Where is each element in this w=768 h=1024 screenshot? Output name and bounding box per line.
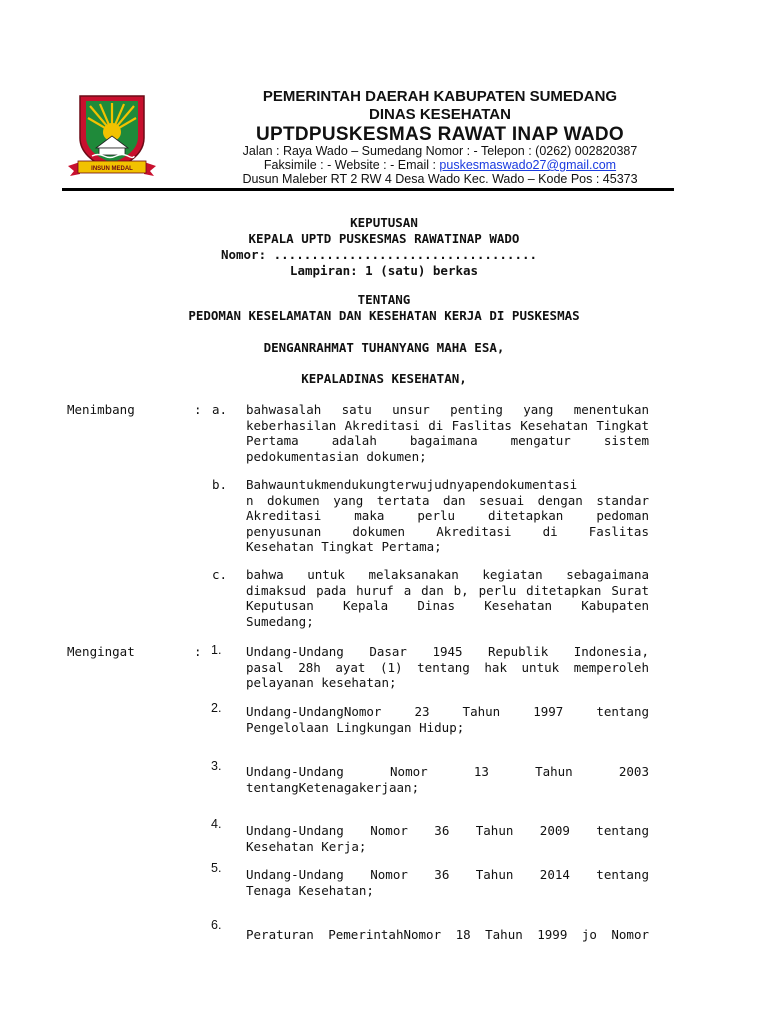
- decree-number: Nomor: ...................................: [220, 247, 538, 262]
- list-item-mengingat-1: [246, 644, 649, 691]
- text-line: penyusunan dokumen Akreditasi di Faslitas: [246, 523, 649, 539]
- text-line: Undang-Undang Nomor 13 Tahun 2003: [246, 764, 649, 779]
- list-item-mengingat-5: [246, 867, 649, 898]
- text-line: pelayanan kesehatan;: [246, 675, 397, 690]
- text-line: Tenaga Kesehatan;: [246, 882, 374, 898]
- letterhead-agency: DINAS KESEHATAN: [369, 106, 511, 123]
- decree-issuer: KEPALA UPTD PUSKESMAS RAWATINAP WADO: [248, 231, 520, 246]
- text-line: pasal 28h ayat (1) tentang hak untuk memperoleh: [246, 659, 649, 675]
- text-line: Undang-Undang Dasar 1945 Republik Indonesia,: [246, 644, 649, 659]
- section-label-menimbang: Menimbang: [67, 402, 135, 417]
- text-line: Kesehatan Kerja;: [246, 838, 367, 854]
- text-line: Bahwauntukmendukungterwujudnyapendokumentasi: [246, 477, 578, 492]
- text-line: Undang-Undang Nomor 36 Tahun 2009 tentang: [246, 823, 649, 838]
- text-line: n dokumen yang tertata dan sesuai dengan standar: [246, 492, 649, 508]
- item-number: 1.: [211, 643, 222, 657]
- text-line: dimaksud pada huruf a dan b, perlu ditetapkan Surat: [246, 582, 649, 598]
- item-number: 5.: [211, 861, 222, 875]
- section-label-mengingat: Mengingat: [67, 644, 135, 659]
- text-line: Pertama adalah bagaimana mengatur sistem: [246, 433, 649, 448]
- list-item-mengingat-6: [246, 927, 649, 943]
- letterhead-contact: [160, 158, 720, 172]
- decree-about: TENTANG: [357, 292, 411, 307]
- item-number: 6.: [211, 918, 222, 932]
- email-link[interactable]: puskesmaswado27@gmail.com: [439, 158, 617, 172]
- section-colon: :: [194, 402, 202, 417]
- decree-attachment: Lampiran: 1 (satu) berkas: [289, 263, 479, 278]
- decree-subject: PEDOMAN KESELAMATAN DAN KESEHATAN KERJA DI PUSKESMAS: [188, 308, 580, 323]
- text-line: Sumedang;: [246, 613, 314, 629]
- list-item-menimbang-b: [246, 477, 649, 555]
- list-item-mengingat-2: [246, 704, 649, 735]
- item-number: 3.: [211, 759, 222, 773]
- decree-blessing: DENGANRAHMAT TUHANYANG MAHA ESA,: [263, 340, 505, 355]
- decree-title: KEPUTUSAN: [350, 215, 418, 230]
- list-item-mengingat-3: [246, 764, 649, 795]
- text-line: Kesehatan Tingkat Pertama;: [246, 539, 442, 554]
- section-colon: :: [194, 644, 202, 659]
- text-line: bahwasalah satu unsur penting yang menentukan: [246, 402, 649, 417]
- text-line: Undang-UndangNomor 23 Tahun 1997 tentang: [246, 704, 649, 719]
- text-line: Keputusan Kepala Dinas Kesehatan Kabupaten: [246, 598, 649, 613]
- list-item-mengingat-4: [246, 823, 649, 854]
- text-line: keberhasilan Akreditasi di Faslitas Kesehatan Tingkat: [246, 417, 649, 433]
- text-line: Peraturan PemerintahNomor 18 Tahun 1999 jo Nomor: [246, 927, 649, 942]
- text-line: Undang-Undang Nomor 36 Tahun 2014 tentang: [246, 867, 649, 882]
- text-line: tentangKetenagakerjaan;: [246, 779, 420, 795]
- letterhead-divider: [62, 188, 674, 191]
- regency-emblem-logo: [66, 92, 158, 180]
- letterhead-address: Jalan : Raya Wado – Sumedang Nomor : - Telepon : (0262) 002820387: [242, 144, 638, 158]
- list-item-menimbang-a: [246, 402, 649, 464]
- decree-official: KEPALADINAS KESEHATAN,: [301, 371, 467, 386]
- item-mark: a.: [212, 402, 228, 417]
- text-line: Pengelolaan Lingkungan Hidup;: [246, 719, 465, 735]
- letterhead-institution: UPTDPUSKESMAS RAWAT INAP WADO: [256, 124, 624, 145]
- text-line: Akreditasi maka perlu ditetapkan pedoman: [246, 508, 649, 523]
- list-item-menimbang-c: [246, 567, 649, 629]
- letterhead-contact-prefix: Faksimile : - Website : - Email :: [263, 158, 440, 172]
- letterhead-government: PEMERINTAH DAERAH KABUPATEN SUMEDANG: [262, 88, 618, 105]
- item-number: 2.: [211, 701, 222, 715]
- item-mark: b.: [212, 477, 228, 492]
- item-number: 4.: [211, 817, 222, 831]
- item-mark: c.: [212, 567, 228, 582]
- text-line: pedokumentasian dokumen;: [246, 448, 427, 464]
- emblem-ribbon-text: INSUN MEDAL: [91, 166, 133, 172]
- letterhead-postal: Dusun Maleber RT 2 RW 4 Desa Wado Kec. Wado – Kode Pos : 45373: [242, 172, 638, 186]
- text-line: bahwa untuk melaksanakan kegiatan sebagaimana: [246, 567, 649, 582]
